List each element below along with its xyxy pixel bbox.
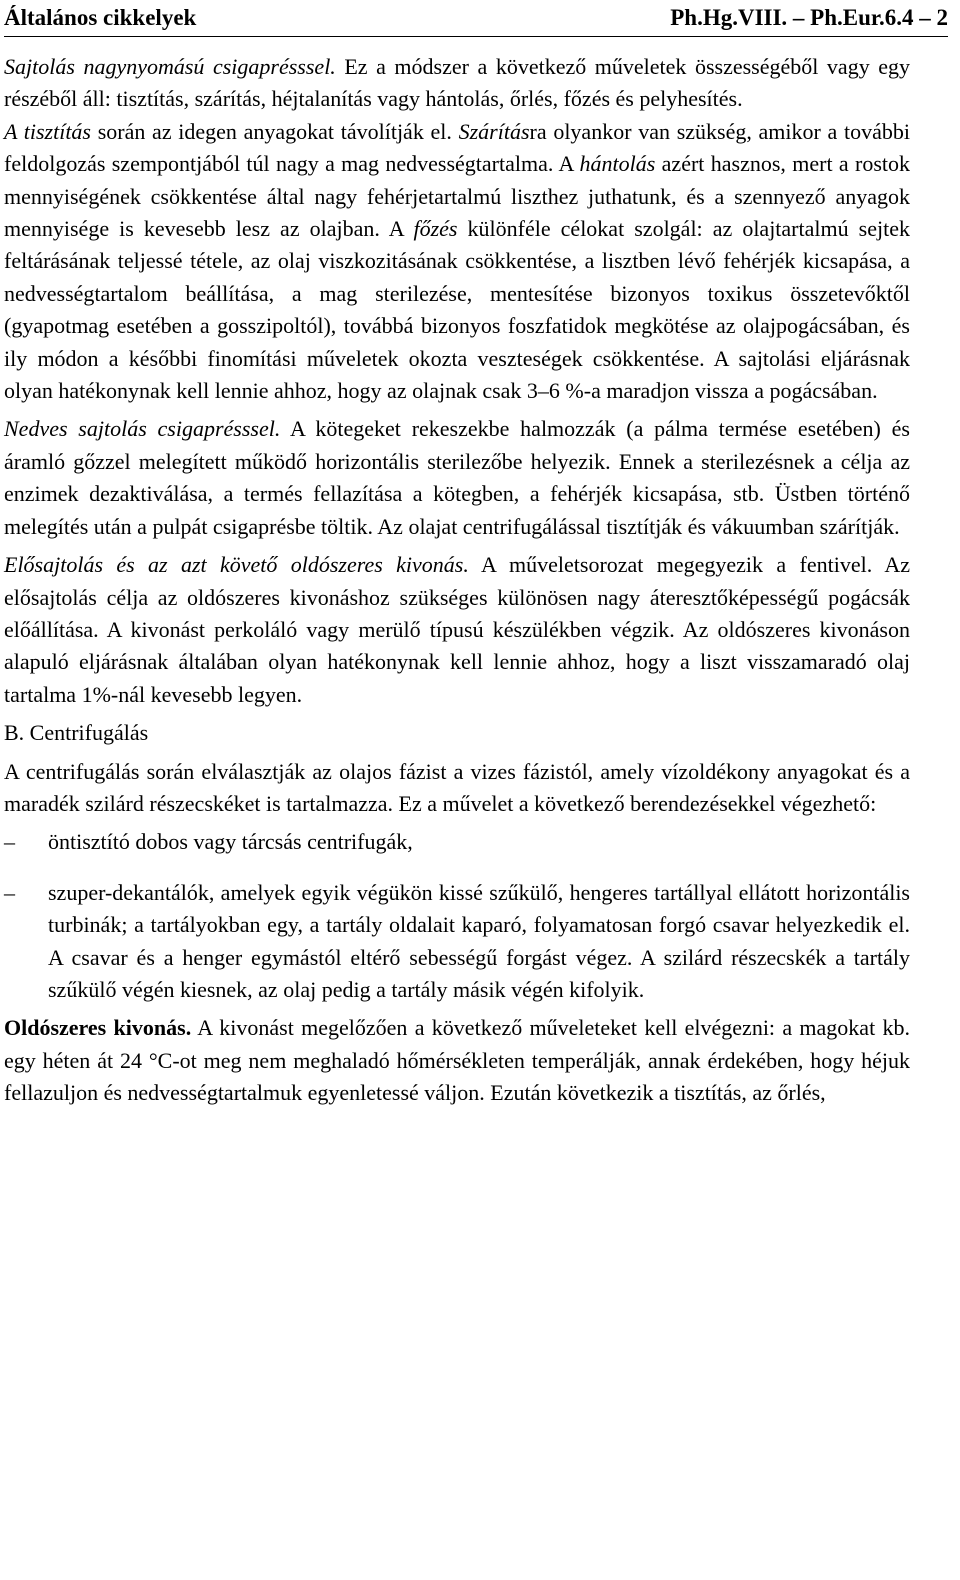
paragraph-text: A kötegeket rekeszekbe halmozzák (a pálma termése esetében) és áramló gőzzel melegített működő horizontális sterilezőbe helyezik. Ennek a sterilezésnek a célja az enzimek dezaktiválása, a termés fellazítása a kötegben, a fehérjék kicsapása, stb. Üstben történő melegítés után a pulpát csigaprésbe töltik. Az olajat centrifugálással tisztítják és vákuumban szárítják.: [4, 416, 910, 539]
list-item: [4, 826, 910, 858]
list-item: [4, 877, 910, 1007]
paragraph-wet-pressing: [4, 413, 910, 543]
paragraph-process-steps: [4, 116, 910, 408]
paragraph-text: különféle célokat szolgál: az olajtartalmú sejtek feltárásának teljessé tétele, az olaj viszkozitásának csökkentése, a lisztben lévő fehérjék kicsapása, a nedvességtartalom beállítása, a mag sterilezése, mentesítése bizonyos toxikus összetevőktől (gyapotmag esetében a gosszipoltól), továbbá bizonyos foszfatidok megkötése az olajpogácsában, és ily módon a későbbi finomítási műveletek okozta veszteségek csökkentése. A sajtolási eljárásnak olyan hatékonynak kell lennie ahhoz, hogy az olajnak csak 3–6 %-a maradjon vissza a pogácsában.: [4, 216, 910, 404]
header-reference: Ph.Hg.VIII. – Ph.Eur.6.4 – 2: [670, 5, 948, 30]
header-section-title: Általános cikkelyek: [4, 5, 197, 30]
document-page: [4, 4, 948, 1110]
paragraph-prepressing: [4, 549, 910, 711]
paragraph-heading: Elősajtolás és az azt követő oldószeres kivonás.: [4, 552, 469, 578]
dash-bullet: –: [4, 879, 15, 905]
paragraph-text: Ez a módszer a következő műveletek összességéből vagy egy részéből áll: tisztítás, szárítás, héjtalanítás vagy hántolás, őrlés, főzés és pelyhesítés.: [4, 54, 911, 112]
list-item-text: szuper-dekantálók, amelyek egyik végükön kissé szűkülő, hengeres tartállyal ellátott horizontális turbinák; a tartályokban egy, a tartály oldalait kaparó, folyamatosan forgó csavar helyezkedik el. A csavar és a henger egymástól eltérő sebességű forgást végez. A szilárd részecskék a tartály szűkülő végén kiesnek, az olaj pedig a tartály másik végén kifolyik.: [48, 879, 910, 1002]
paragraph-heading: Sajtolás nagynyomású csigaprésssel.: [4, 54, 336, 79]
page-header: [4, 4, 948, 37]
term-cleaning: A tisztítás: [4, 118, 91, 144]
paragraph-text: ra olyankor van szükség, amikor a további feldolgozás szempontjából túl nagy a mag nedvességtartalma. A: [4, 118, 911, 177]
paragraph-screw-press: [4, 51, 910, 116]
dash-bullet: –: [4, 829, 15, 855]
paragraph-text: A műveletsorozat megegyezik a fentivel. Az elősajtolás célja az oldószeres kivonáshoz szükséges különösen nagy áteresztőképességű pogácsák előállítása. A kivonást perkoláló vagy merülő típusú készülékben végzik. Az oldószeres kivonáson alapuló eljárásnak általában olyan hatékonynak kell lennie ahhoz, hogy a liszt visszamaradó olaj tartalma 1%-nál kevesebb legyen.: [4, 552, 910, 707]
paragraph-text: A kivonást megelőzően a következő műveleteket kell elvégezni: a magokat kb. egy héten át 24 °C-ot meg nem meghaladó hőmérsékleten temperálják, annak érdekében, hogy héjuk fellazuljon és nedvességtartalmuk egyenletessé váljon. Ezután következik a tisztítás, az őrlés,: [4, 1015, 910, 1106]
paragraph-text: azért hasznos, mert a rostok mennyiségének csökkentése által nagy fehérjetartalmú liszthez juthatunk, és a szennyező anyagok mennyisége is kevesebb lesz az olajban. A: [4, 151, 910, 242]
term-dehulling: hántolás: [579, 151, 656, 177]
term-cooking: főzés: [413, 216, 458, 242]
section-heading-centrifugation: B. Centrifugálás: [4, 720, 149, 746]
paragraph-heading: Nedves sajtolás csigaprésssel.: [4, 416, 281, 442]
equipment-list: [4, 826, 910, 1006]
paragraph-solvent-extraction: [4, 1012, 910, 1109]
paragraph-text: során az idegen anyagokat távolítják el.: [91, 118, 459, 144]
paragraph-centrifugation: A centrifugálás során elválasztják az olajos fázist a vizes fázistól, amely vízoldékony anyagokat és a maradék szilárd részecskéket is tartalmazza. Ez a művelet a következő berendezésekkel végezhető:: [4, 758, 910, 816]
list-item-text: öntisztító dobos vagy tárcsás centrifugák,: [48, 829, 413, 855]
term-drying: Szárítás: [458, 118, 530, 144]
paragraph-heading: Oldószeres kivonás.: [4, 1015, 192, 1041]
